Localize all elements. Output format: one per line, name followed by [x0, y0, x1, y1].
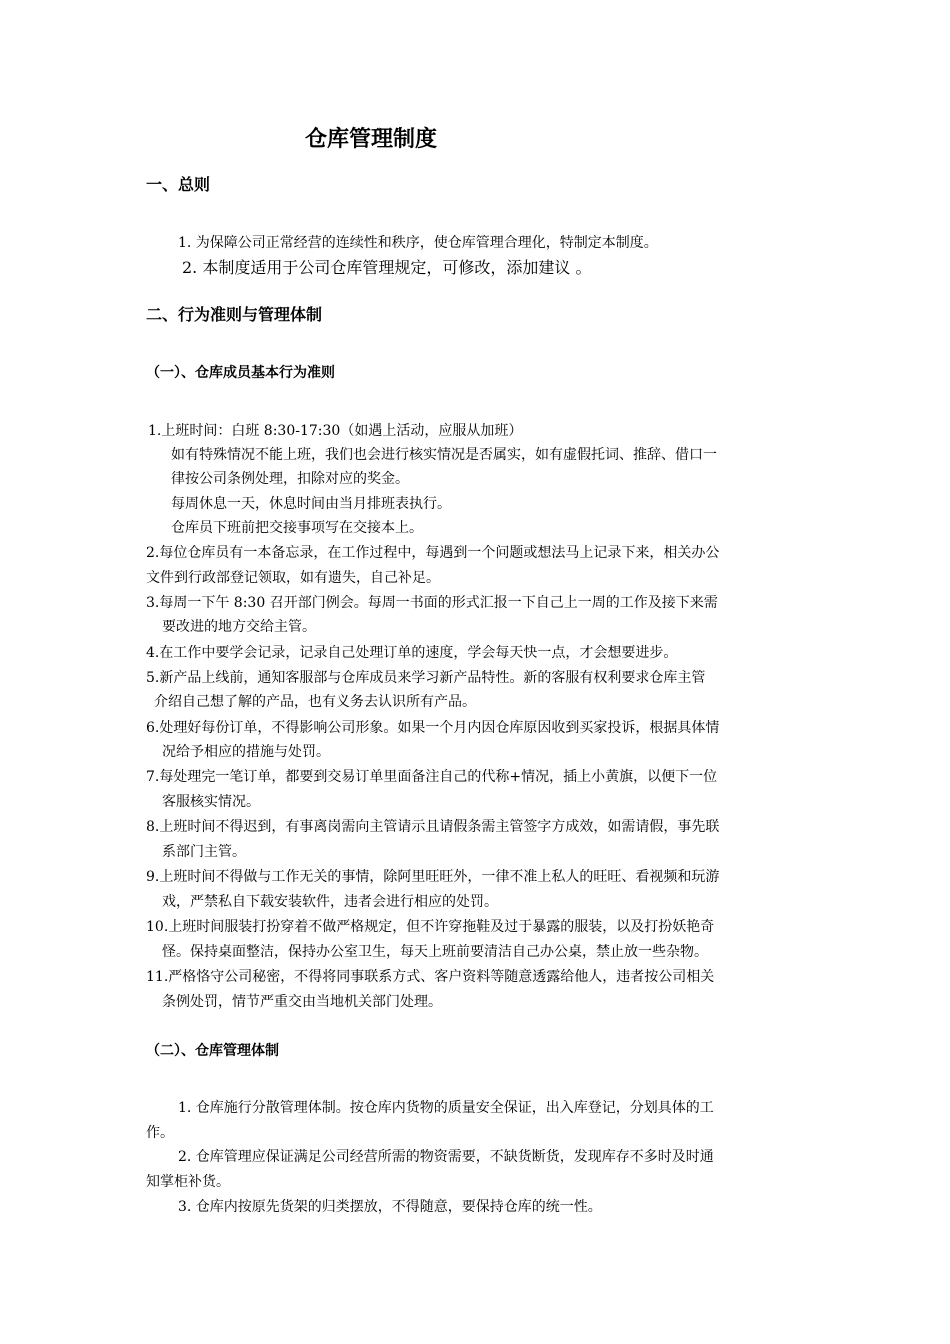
rule-3-line-2: 要改进的地方交给主管。 — [162, 619, 316, 635]
rule-4-line-1: 4.在工作中要学会记录，记录自己处理订单的速度，学会每天快一点，才会想要进步。 — [146, 645, 678, 661]
rule-10-line-2: 怪。保持桌面整洁，保持办公室卫生，每天上班前要清洁自己办公桌，禁止放一些杂物。 — [162, 944, 708, 960]
section-heading-general: 一、总则 — [146, 175, 211, 194]
section-heading-conduct: 二、行为准则与管理体制 — [146, 305, 323, 324]
rule-8-line-2: 系部门主管。 — [162, 844, 246, 860]
rule-2-line-1: 2.每位仓库员有一本备忘录，在工作过程中，每遇到一个问题或想法马上记录下来，相关办公 — [146, 545, 720, 561]
general-item-2: 2. 本制度适用于公司仓库管理规定，可修改，添加建议 。 — [182, 258, 592, 277]
management-item-3: 3. 仓库内按原先货架的归类摆放，不得随意，要保持仓库的统一性。 — [178, 1199, 602, 1215]
rule-1-line-5: 仓库员下班前把交接事项写在交接本上。 — [171, 520, 423, 536]
rule-8-line-1: 8.上班时间不得迟到，有事离岗需向主管请示且请假条需主管签字方成效，如需请假，事先联 — [146, 819, 720, 835]
rule-11-line-2: 条例处罚，情节严重交由当地机关部门处理。 — [162, 994, 442, 1010]
rule-3-line-1: 3.每周一下午 8:30 召开部门例会。每周一书面的形式汇报一下自己上一周的工作及接下来需 — [146, 595, 718, 611]
page-title: 仓库管理制度 — [305, 127, 438, 152]
rule-9-line-1: 9.上班时间不得做与工作无关的事情，除阿里旺旺外，一律不准上私人的旺旺、看视频和玩游 — [146, 869, 720, 885]
rule-5-line-2: 介绍自己想了解的产品，也有义务去认识所有产品。 — [154, 694, 476, 710]
management-item-2-line-1: 2. 仓库管理应保证满足公司经营所需的物资需要，不缺货断货，发现库存不多时及时通 — [178, 1149, 714, 1165]
subsection-heading-conduct-rules: （一）、仓库成员基本行为准则 — [146, 365, 335, 381]
rule-6-line-2: 况给予相应的措施与处罚。 — [162, 744, 330, 760]
rule-7-line-2: 客服核实情况。 — [162, 794, 260, 810]
rule-2-line-2: 文件到行政部登记领取，如有遗失，自己补足。 — [146, 570, 440, 586]
general-item-1: 1. 为保障公司正常经营的连续性和秩序，使仓库管理合理化，特制定本制度。 — [178, 235, 658, 251]
rule-1-line-3: 律按公司条例处理，扣除对应的奖金。 — [171, 471, 409, 487]
management-item-1-line-2: 作。 — [146, 1125, 174, 1141]
rule-1-line-2: 如有特殊情况不能上班，我们也会进行核实情况是否属实，如有虚假托词、推辞、借口一 — [171, 447, 717, 463]
rule-1-line-1: 1.上班时间：白班 8:30-17:30（如遇上活动，应服从加班） — [148, 423, 523, 439]
rule-6-line-1: 6.处理好每份订单，不得影响公司形象。如果一个月内因仓库原因收到买家投诉，根据具体情 — [146, 720, 720, 736]
management-item-2-line-2: 知掌柜补货。 — [146, 1174, 230, 1190]
subsection-heading-management: （二）、仓库管理体制 — [146, 1043, 279, 1059]
rule-9-line-2: 戏，严禁私自下载安装软件，违者会进行相应的处罚。 — [162, 894, 498, 910]
management-item-1-line-1: 1. 仓库施行分散管理体制。按仓库内货物的质量安全保证，出入库登记，分划具体的工 — [178, 1100, 714, 1116]
rule-10-line-1: 10.上班时间服装打扮穿着不做严格规定，但不许穿拖鞋及过于暴露的服装，以及打扮妖艳奇 — [146, 919, 715, 935]
rule-7-line-1: 7.每处理完一笔订单，都要到交易订单里面备注自己的代称+情况，插上小黄旗，以便下一位 — [146, 769, 718, 785]
rule-11-line-1: 11.严格恪守公司秘密，不得将同事联系方式、客户资料等随意透露给他人，违者按公司相关 — [146, 969, 715, 985]
rule-5-line-1: 5.新产品上线前，通知客服部与仓库成员来学习新产品特性。新的客服有权利要求仓库主管 — [146, 670, 706, 686]
rule-1-line-4: 每周休息一天，休息时间由当月排班表执行。 — [171, 496, 451, 512]
